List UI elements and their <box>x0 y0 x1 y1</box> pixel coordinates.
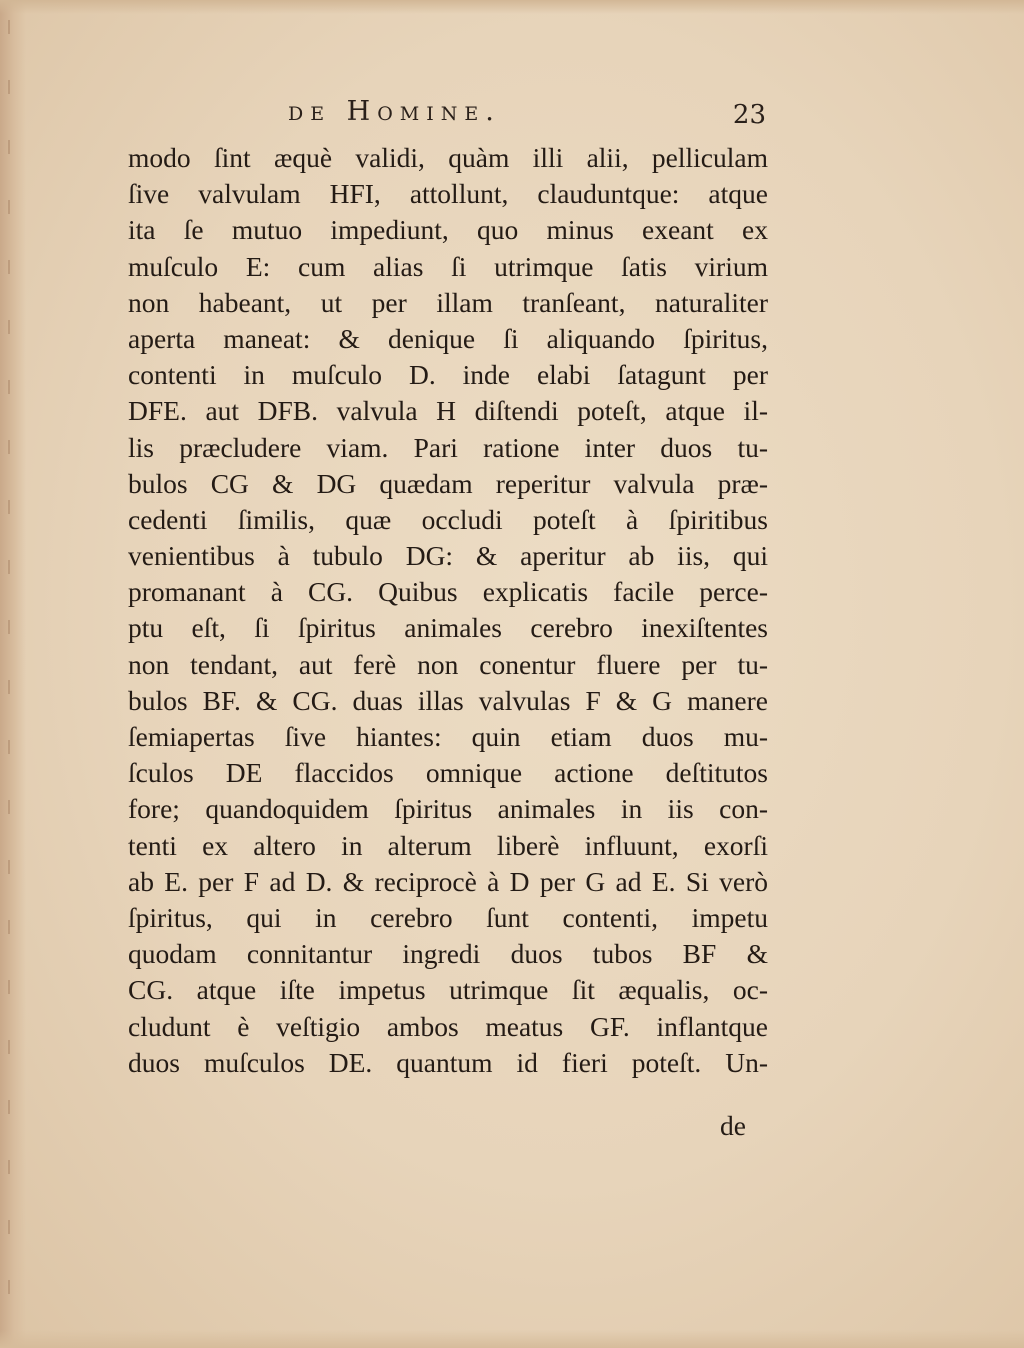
page-bottom-edge <box>0 1330 1024 1348</box>
text-line: ab E. per F ad D. & reciprocè à D per G ad E. Si verò <box>128 865 768 897</box>
text-line: muſculo E: cum alias ſi utrimque ſatis virium <box>128 250 768 282</box>
text-line: ptu eſt, ſi ſpiritus animales cerebro inexiſtentes <box>128 612 768 644</box>
text-line: aperta maneat: & denique ſi aliquando ſpiritus, <box>128 322 768 354</box>
gutter-stitching <box>8 20 10 1320</box>
page-number: 23 <box>732 100 766 130</box>
text-line: tenti ex altero in alterum liberè influunt, exorſi <box>128 829 768 861</box>
text-line: non habeant, ut per illam tranſeant, naturaliter <box>128 286 768 318</box>
page-top-edge <box>0 0 1024 14</box>
text-line: quodam connitantur ingredi duos tubos BF & <box>128 938 768 970</box>
text-line: duos muſculos DE. quantum id fieri poteſt. Un- <box>128 1046 768 1078</box>
body-text <box>128 140 768 1081</box>
running-head <box>130 96 766 136</box>
text-line: cedenti ſimilis, quæ occludi poteſt à ſpiritibus <box>128 503 768 535</box>
catchword: de <box>720 1110 746 1141</box>
text-line: CG. atque iſte impetus utrimque ſit æqualis, oc- <box>128 974 768 1006</box>
text-line: bulos CG & DG quædam reperitur valvula præ- <box>128 467 768 499</box>
text-line: ſemiapertas ſive hiantes: quin etiam duos mu- <box>128 721 768 752</box>
text-line: lis præcludere viam. Pari ratione inter duos tu- <box>128 431 768 463</box>
page-gutter <box>0 0 26 1348</box>
text-line: modo ſint æquè validi, quàm illi alii, pelliculam <box>128 142 768 173</box>
text-line: non tendant, aut ferè non conentur fluere per tu- <box>128 648 768 680</box>
text-line: ſpiritus, qui in cerebro ſunt contenti, impetu <box>128 901 768 933</box>
text-line: cludunt è veſtigio ambos meatus GF. inflantque <box>128 1010 768 1042</box>
text-line: DFE. aut DFB. valvula H diſtendi poteſt, atque il- <box>128 395 768 427</box>
text-line: contenti in muſculo D. inde elabi ſatagunt per <box>128 359 768 391</box>
text-line: ſculos DE flaccidos omnique actione deſtitutos <box>128 757 768 789</box>
text-line: ſive valvulam HFI, attollunt, clauduntque: atque <box>128 178 768 210</box>
text-line: bulos BF. & CG. duas illas valvulas F & G manere <box>128 684 768 716</box>
running-head-title: de Homine. <box>288 96 501 127</box>
text-line: promanant à CG. Quibus explicatis facile perce- <box>128 576 768 608</box>
text-line: ita ſe mutuo impediunt, quo minus exeant ex <box>128 214 768 246</box>
text-line: fore; quandoquidem ſpiritus animales in iis con- <box>128 793 768 825</box>
text-line: venientibus à tubulo DG: & aperitur ab iis, qui <box>128 540 768 572</box>
